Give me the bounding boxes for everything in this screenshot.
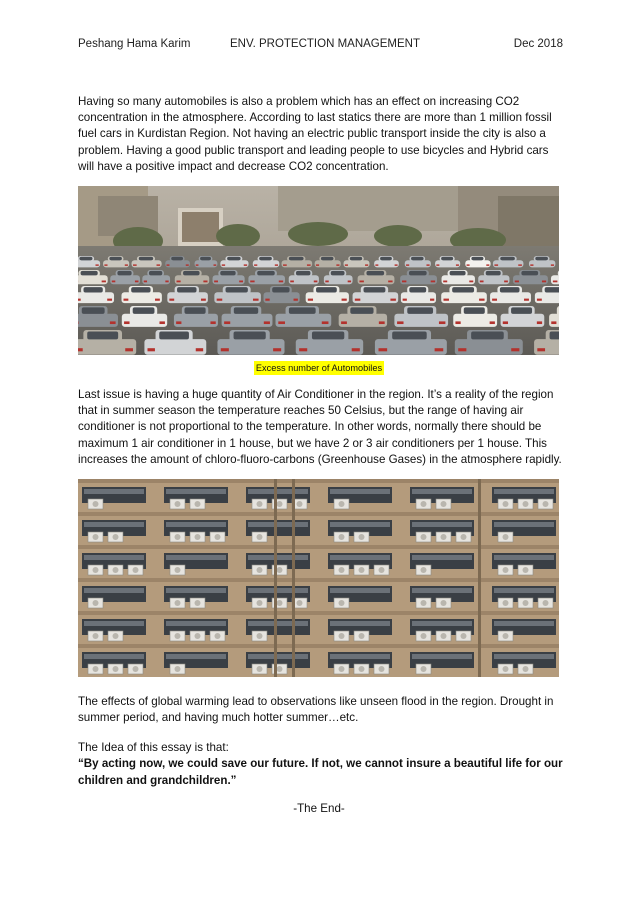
air-conditioners-building-photo — [78, 479, 559, 677]
header-author: Peshang Hama Karim — [78, 38, 191, 50]
paragraph-automobiles: Having so many automobiles is also a problem which has an effect on increasing CO2 concentration in the atmosphere. According to last statics there are more than 1 million fossil fuel cars in Kurdistan Region. Not having an electric public transport inside the city is also a problem. Having a good public transport and leading people to use bicycles and Hybrid cars will have a positive impact and decrease CO2 concentration. — [78, 95, 552, 173]
figure-1-caption-wrap — [0, 358, 638, 376]
paragraph-air-conditioners: Last issue is having a huge quantity of Air Conditioner in the region. It’s a reality of the region that in summer season the temperature reaches 50 Celsius, but the range of having air conditioner is not proportional to the temperature. In other words, normally there should be maximum 1 air conditioner in 1 house, but we have 2 or 3 air conditioners per 1 house. This increases the amount of chloro-fluoro-carbons (Greenhouse Gases) in the atmosphere rapidly. — [78, 388, 562, 466]
header-title: ENV. PROTECTION MANAGEMENT — [230, 38, 420, 50]
the-end-text: -The End- — [293, 802, 345, 815]
header-date: Dec 2018 — [513, 38, 563, 50]
page-header — [78, 38, 563, 54]
traffic-jam-photo — [78, 186, 559, 355]
paragraph-essay-idea: The Idea of this essay is that: — [78, 741, 229, 754]
closing-quote: “By acting now, we could save our future. If not, we cannot insure a beautiful life for our children and grandchildren.” — [78, 757, 563, 787]
paragraph-effects: The effects of global warming lead to observations like unseen flood in the region. Drought in summer period, and having much hotter summer…etc. — [78, 695, 554, 725]
figure-1-caption: Excess number of Automobiles — [255, 363, 383, 373]
